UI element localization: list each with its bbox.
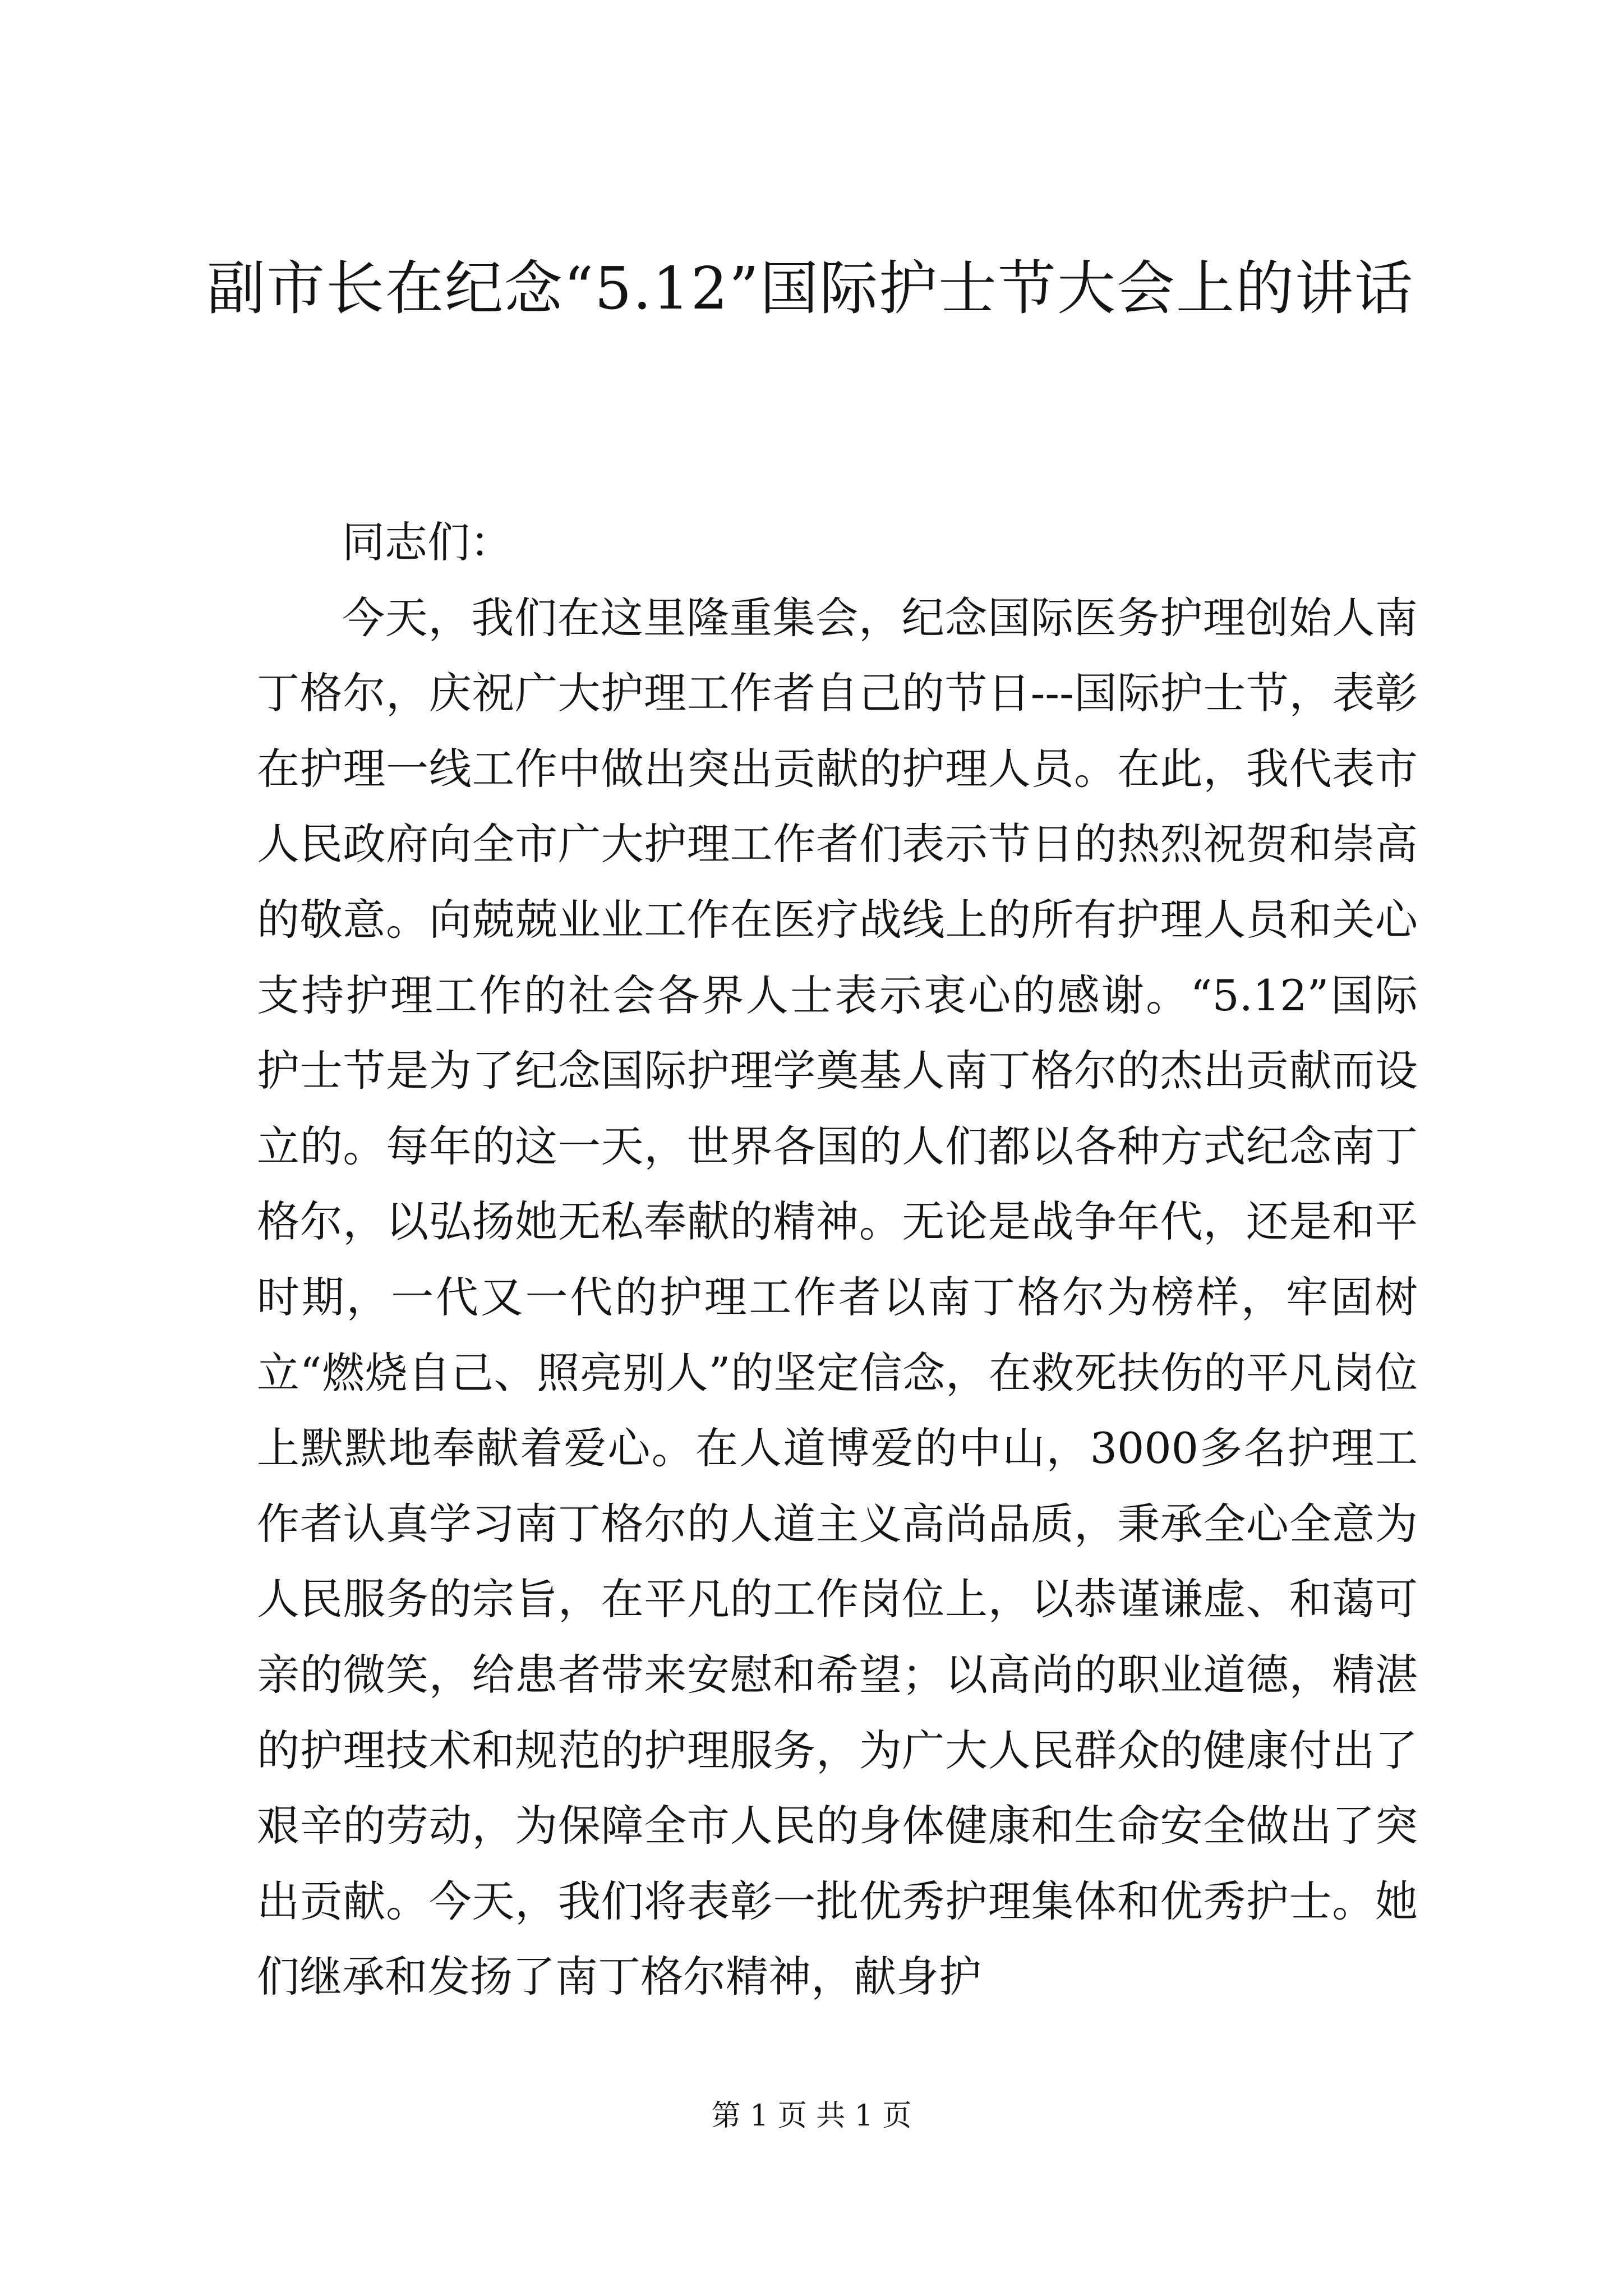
salutation: 同志们： [342,517,513,567]
body-paragraph: 今天，我们在这里隆重集会，纪念国际医务护理创始人南丁格尔，庆祝广大护理工作者自己的节日---国际护士节，表彰在护理一线工作中做出突出贡献的护理人员。在此，我代表市人民政府向全市广大护理工作者们表示节日的热烈祝贺和崇高的敬意。向兢兢业业工作在医疗战线上的所有护理人员和关心支持护理工作的社会各界人士表示衷心的感谢。“5.12”国际护士节是为了纪念国际护理学奠基人南丁格尔的杰出贡献而设立的。每年的这一天，世界各国的人们都以各种方式纪念南丁格尔，以弘扬她无私奉献的精神。无论是战争年代，还是和平时期，一代又一代的护理工作者以南丁格尔为榜样，牢固树立“燃烧自己、照亮别人”的坚定信念，在救死扶伤的平凡岗位上默默地奉献着爱心。在人道博爱的中山，3000多名护理工作者认真学习南丁格尔的人道主义高尚品质，秉承全心全意为人民服务的宗旨，在平凡的工作岗位上，以恭谨谦虚、和蔼可亲的微笑，给患者带来安慰和希望；以高尚的职业道德，精湛的护理技术和规范的护理服务，为广大人民群众的健康付出了艰辛的劳动，为保障全市人民的身体健康和生命安全做出了突出贡献。今天，我们将表彰一批优秀护理集体和优秀护士。她们继承和发扬了南丁格尔精神，献身护 [257,592,1418,2002]
document-title: 副市长在纪念“5.12”国际护士节大会上的讲话 [207,254,1414,323]
page-footer: 第 1 页 共 1 页 [711,2099,912,2133]
document-body [257,505,1418,2015]
